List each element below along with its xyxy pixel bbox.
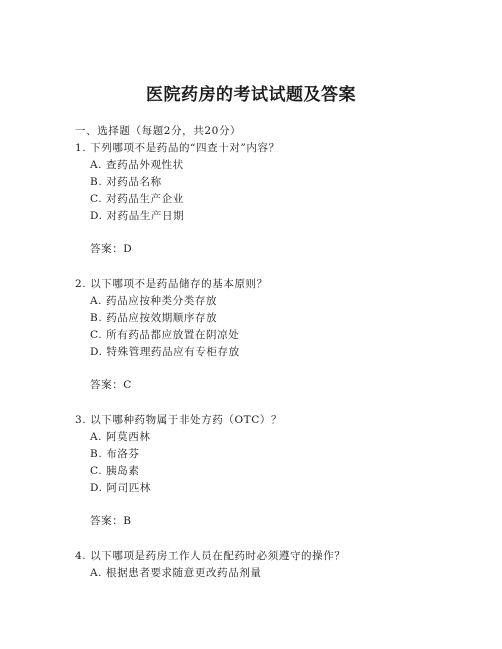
question-3-answer: 答案：B <box>90 515 132 527</box>
question-1-option-d: D. 对药品生产日期 <box>90 210 185 222</box>
question-1-answer: 答案：D <box>90 243 133 255</box>
question-2-option-d: D. 特殊管理药品应有专柜存放 <box>90 346 240 358</box>
question-1-option-b: B. 对药品名称 <box>90 176 162 188</box>
question-1-option-a: A. 查药品外观性状 <box>90 159 184 171</box>
question-2-option-c: C. 所有药品都应放置在阴凉处 <box>90 329 240 341</box>
question-4: 4. 以下哪项是药房工作人员在配药时必须遵守的操作？ <box>75 550 346 562</box>
question-2-option-a: A. 药品应按种类分类存放 <box>90 295 218 307</box>
question-3-option-a: A. 阿莫西林 <box>90 431 151 443</box>
question-2-option-b: B. 药品应按效期顺序存放 <box>90 312 218 324</box>
document-title: 医院药房的考试试题及答案 <box>146 85 356 105</box>
question-3: 3. 以下哪种药物属于非处方药（OTC）？ <box>75 414 283 426</box>
section-heading: 一、选择题（每题2分，共20分） <box>75 125 242 137</box>
question-3-option-c: C. 胰岛素 <box>90 465 140 477</box>
question-4-option-a: A. 根据患者要求随意更改药品剂量 <box>90 567 262 579</box>
question-1: 1. 下列哪项不是药品的“四查十对”内容？ <box>75 142 280 154</box>
question-3-option-d: D. 阿司匹林 <box>90 482 151 494</box>
question-3-option-b: B. 布洛芬 <box>90 448 140 460</box>
question-2: 2. 以下哪项不是药品储存的基本原则？ <box>75 278 268 290</box>
question-1-option-c: C. 对药品生产企业 <box>90 193 184 205</box>
question-2-answer: 答案：C <box>90 379 132 391</box>
